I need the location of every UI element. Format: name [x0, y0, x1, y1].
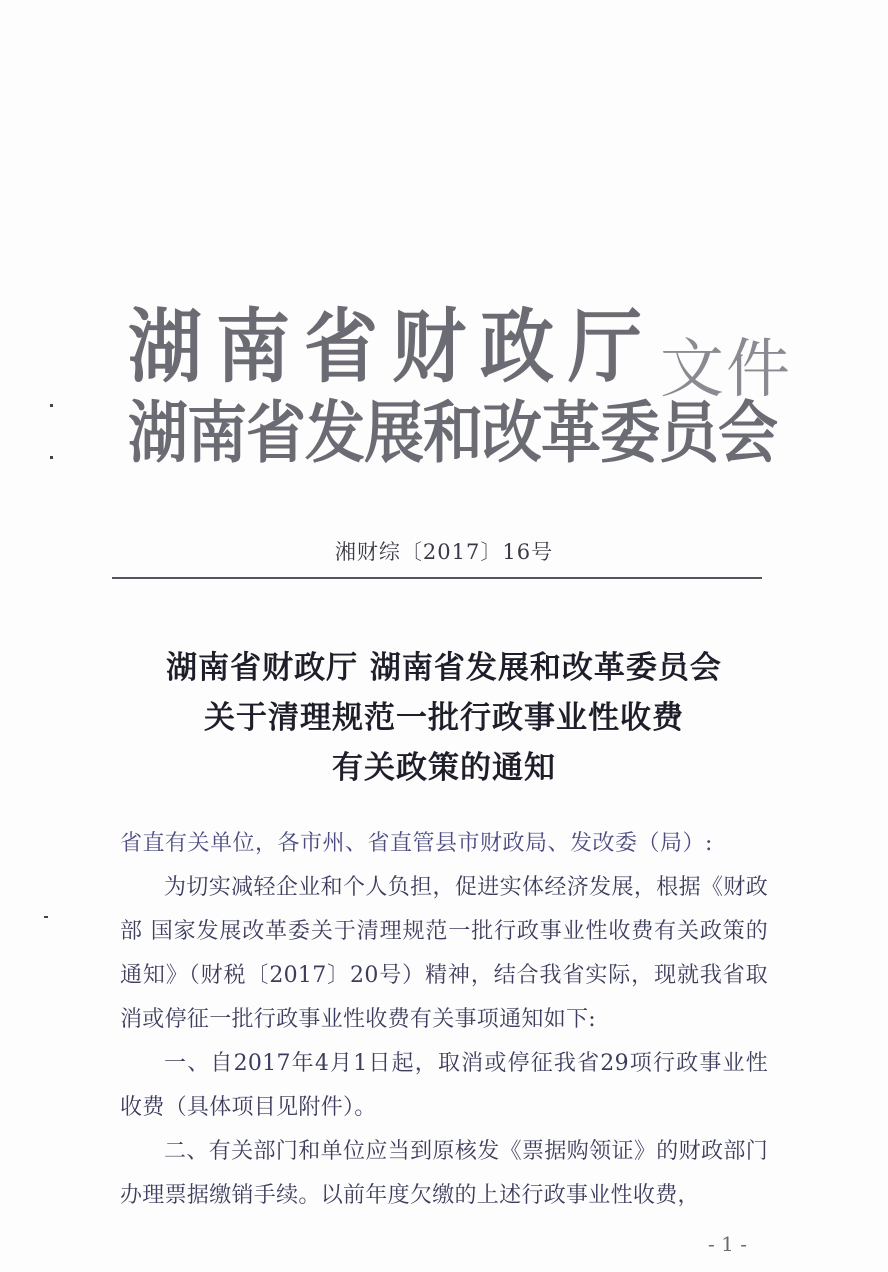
issuer-finance-department: 湖南省财政厅 [128, 301, 656, 395]
document-body [120, 822, 768, 1218]
page-number: - 1 - [708, 1232, 747, 1256]
document-number: 湘财综〔2017〕16号 [334, 540, 554, 564]
issuer-development-reform-commission: 湖南省发展和改革委员会 [128, 394, 777, 473]
binding-mark [44, 916, 48, 918]
title-line-3: 有关政策的通知 [332, 750, 556, 786]
binding-mark [50, 404, 53, 407]
salutation: 省直有关单位，各市州、省直管县市财政局、发改委（局）: [120, 831, 713, 856]
paragraph-item-2: 二、有关部门和单位应当到原核发《票据购领证》的财政部门办理票据缴销手续。以前年度欠缴的上述行政事业性收费， [120, 1139, 768, 1208]
document-type-label: 文件 [660, 333, 792, 407]
title-line-2: 关于清理规范一批行政事业性收费 [204, 700, 684, 736]
document-title [0, 643, 888, 793]
paragraph-intro: 为切实减轻企业和个人负担，促进实体经济发展，根据《财政部 国家发展改革委关于清理规范一批行政事业性收费有关政策的通知》（财税〔2017〕20号）精神，结合我省实际，现就我省取消或停征一批行政事业性收费有关事项通知如下: [120, 875, 768, 1032]
paragraph-item-1: 一、自2017年4月1日起，取消或停征我省29项行政事业性收费（具体项目见附件）。 [120, 1051, 768, 1120]
title-line-1: 湖南省财政厅 湖南省发展和改革委员会 [166, 650, 722, 686]
binding-mark [50, 456, 53, 459]
header-divider [112, 577, 762, 579]
